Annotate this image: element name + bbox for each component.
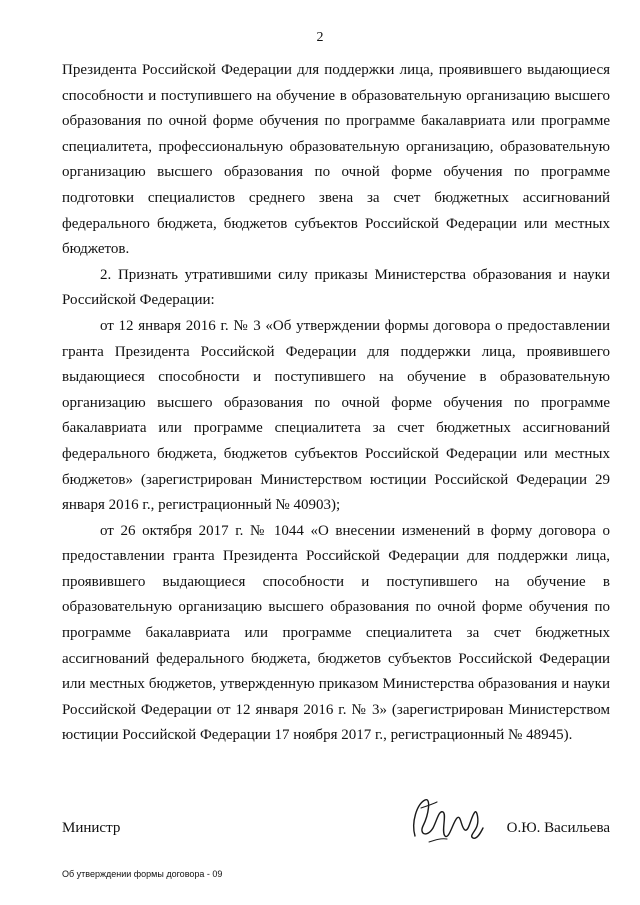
paragraph-continuation: Президента Российской Федерации для поддержки лица, проявившего выдающиеся способности и поступившего на обучение в образовательную организацию высшего образования по очной форме обучения по программе бакалавриата или программе специалитета, профессиональную образовательную организацию, образовательную организацию высшего образования по очной форме обучения по программе подготовки специалистов среднего звена за счет бюджетных ассигнований федерального бюджета, бюджетов субъектов Российской Федерации или местных бюджетов. [62, 62, 610, 258]
handwritten-signature [407, 792, 485, 852]
signer-title: Министр [62, 820, 121, 836]
document-body [62, 58, 610, 749]
signer-name: О.Ю. Васильева [506, 820, 610, 836]
paragraph-item-2: 2. Признать утратившими силу приказы Министерства образования и науки Российской Федерации: [62, 266, 610, 309]
paragraph-order-2017: от 26 октября 2017 г. № 1044 «О внесении изменений в форму договора о предоставлении гранта Президента Российской Федерации для поддержки лица, проявившего выдающиеся способности и поступившего на обучение в образовательную организацию высшего образования по очной форме обучения по программе бакалавриата или программе специалитета за счет бюджетных ассигнований федерального бюджета, бюджетов субъектов Российской Федерации или местных бюджетов, утвержденную приказом Министерства образования и науки Российской Федерации от 12 января 2016 г. № 3» (зарегистрирован Министерством юстиции Российской Федерации 17 ноября 2017 г., регистрационный № 48945). [62, 522, 610, 744]
signature-block [62, 800, 610, 860]
page-number: 2 [316, 30, 324, 45]
footer-document-code: Об утверждении формы договора - 09 [62, 869, 223, 879]
paragraph-order-2016: от 12 января 2016 г. № 3 «Об утверждении формы договора о предоставлении гранта Президента Российской Федерации для поддержки лица, проявившего выдающиеся способности и поступившего на обучение в образовательную организацию высшего образования по очной форме обучения по программе бакалавриата или программе специалитета за счет бюджетных ассигнований федерального бюджета, бюджетов субъектов Российской Федерации или местных бюджетов» (зарегистрирован Министерством юстиции Российской Федерации 29 января 2016 г., регистрационный № 40903); [62, 317, 610, 514]
